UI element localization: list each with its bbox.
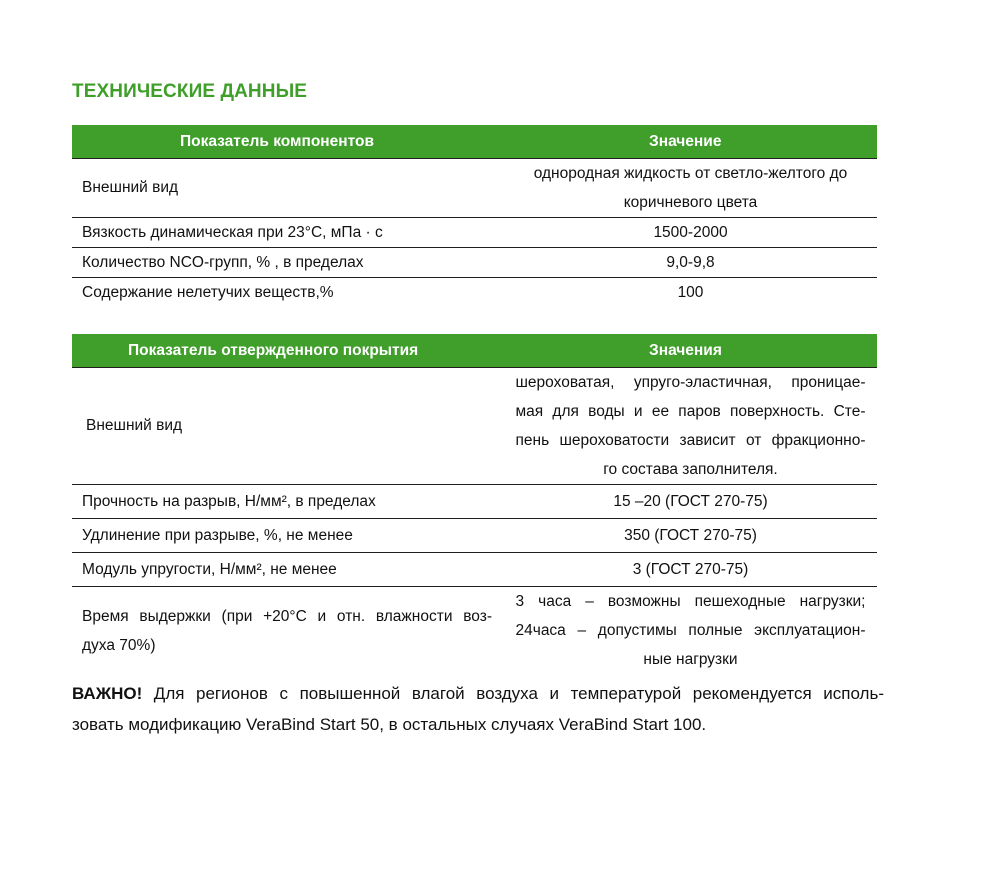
note-line xyxy=(72,678,884,709)
row-label: Вязкость динамическая при 23°С, мПа · с xyxy=(72,218,504,248)
row-label: Внешний вид xyxy=(72,159,504,218)
value-line: однородная жидкость от светло-желтого до xyxy=(533,165,848,182)
table-header-row xyxy=(72,125,877,159)
value-line: 24часа – допустимы полные эксплуатацион- xyxy=(515,622,866,639)
row-label: Удлинение при разрыве, %, не менее xyxy=(72,519,504,553)
label-line: Время выдержки (при +20°С и отн. влажности воз- xyxy=(82,607,492,625)
label-text-block xyxy=(82,602,492,660)
value-line: коричневого цвета xyxy=(623,194,758,211)
value-line: пень шероховатости зависит от фракционно- xyxy=(515,432,866,449)
row-value xyxy=(504,159,877,218)
coating-table xyxy=(72,334,877,674)
note-text: Для регионов с повышенной влагой воздуха и температурой рекомендуется исполь- xyxy=(142,684,884,703)
section-title: ТЕХНИЧЕСКИЕ ДАННЫЕ xyxy=(72,81,308,102)
column-header-value: Значения xyxy=(504,334,877,368)
row-label: Прочность на разрыв, Н/мм², в пределах xyxy=(72,485,504,519)
table-row xyxy=(72,278,877,308)
important-note xyxy=(72,678,884,740)
value-line: шероховатая, упруго-эластичная, проницае- xyxy=(515,374,866,391)
value-line: ные нагрузки xyxy=(643,651,738,668)
row-label: Количество NCO-групп, % , в пределах xyxy=(72,248,504,278)
table-row xyxy=(72,248,877,278)
row-label: Внешний вид xyxy=(72,368,504,485)
row-label xyxy=(72,587,504,675)
table-row xyxy=(72,368,877,485)
column-header-value: Значение xyxy=(504,125,877,159)
note-bold-label: ВАЖНО! xyxy=(72,684,143,703)
value-text-block xyxy=(516,587,866,674)
row-value: 1500-2000 xyxy=(504,218,877,248)
row-value: 3 (ГОСТ 270-75) xyxy=(504,553,877,587)
table-row xyxy=(72,587,877,675)
row-value: 100 xyxy=(677,284,704,301)
row-label: Содержание нелетучих веществ,% xyxy=(82,283,334,301)
value-line: 3 часа – возможны пешеходные нагрузки; xyxy=(515,593,866,610)
value-text-block xyxy=(516,368,866,484)
table-row xyxy=(72,519,877,553)
value-line: мая для воды и ее паров поверхность. Сте- xyxy=(515,403,866,420)
components-table xyxy=(72,125,877,307)
row-value: 9,0-9,8 xyxy=(504,248,877,278)
table-row xyxy=(72,485,877,519)
note-line: зовать модификацию VeraBind Start 50, в остальных случаях VeraBind Start 100. xyxy=(72,715,707,734)
row-value: 15 –20 (ГОСТ 270-75) xyxy=(504,485,877,519)
table-header-row xyxy=(72,334,877,368)
table-row xyxy=(72,553,877,587)
row-value: 350 (ГОСТ 270-75) xyxy=(504,519,877,553)
row-value xyxy=(504,587,877,675)
column-header-indicator: Показатель отвержденного покрытия xyxy=(72,334,504,368)
column-header-indicator: Показатель компонентов xyxy=(72,125,504,159)
value-line: го состава заполнителя. xyxy=(603,461,778,478)
table-row xyxy=(72,159,877,218)
row-value xyxy=(504,368,877,485)
table-row xyxy=(72,218,877,248)
label-line: духа 70%) xyxy=(82,636,156,654)
row-label: Модуль упругости, Н/мм², не менее xyxy=(72,553,504,587)
